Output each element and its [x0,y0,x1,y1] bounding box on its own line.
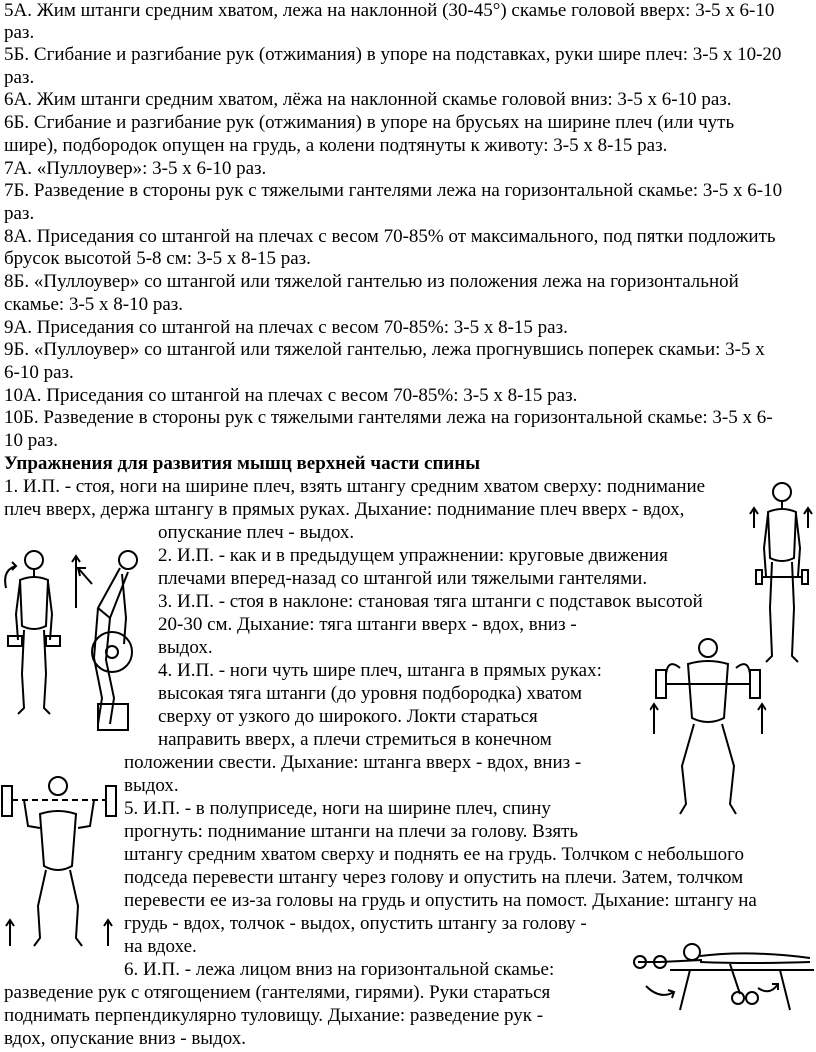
exercise-line: плеч вверх, держа штангу в прямых руках. Дыхание: поднимание плеч вверх - вдох, [4,499,685,520]
exercise-line: вдох, опускание вниз - выдох. [4,1028,247,1049]
prone-bench-fly-figure-icon [630,940,814,1020]
exercise-line: 4. И.П. - ноги чуть шире плеч, штанга в прямых руках: [158,660,602,681]
exercise-line: поднимать перпендикулярно туловищу. Дыхание: разведение рук - [4,1005,544,1026]
list-line: 6-10 раз. [4,362,74,383]
list-line: 7Б. Разведение в стороны рук с тяжелыми гантелями лежа на горизонтальной скамье: 3-5 х 6-10 [4,180,783,201]
exercise-line: штангу средним хватом сверху и поднять ее на грудь. Толчком с небольшого [124,844,744,865]
exercise-line: 1. И.П. - стоя, ноги на ширине плеч, взять штангу средним хватом сверху: поднимание [4,476,706,497]
list-line: раз. [4,203,35,224]
exercise-line: высокая тяга штанги (до уровня подбородка) хватом [158,683,583,704]
exercise-line: плечами вперед-назад со штангой или тяжелыми гантелями. [158,568,648,589]
exercise-line: выдох. [124,775,179,796]
list-line: 5Б. Сгибание и разгибание рук (отжимания) в упоре на подставках, руки шире плеч: 3-5 х 10-20 [4,44,782,65]
list-line: 10А. Приседания со штангой на плечах с весом 70-85%: 3-5 х 8-15 раз. [4,385,578,406]
exercise-line: подседа перевести штангу через голову и опустить на плечи. Затем, толчком [124,867,744,888]
exercise-line: 6. И.П. - лежа лицом вниз на горизонтальной скамье: [124,959,555,980]
list-line: раз. [4,22,35,43]
bent-over-deadlift-figure-icon [68,548,158,736]
list-line: брусок высотой 5-8 см: 3-5 х 8-15 раз. [4,248,311,269]
list-line: 8А. Приседания со штангой на плечах с весом 70-85% от максимального, под пятки подложить [4,226,776,247]
list-line: 9А. Приседания со штангой на плечах с весом 70-85%: 3-5 х 8-15 раз. [4,317,568,338]
list-line: раз. [4,67,35,88]
exercise-line: направить вверх, а плечи стремиться в конечном [158,729,552,750]
list-line: 7А. «Пуллоувер»: 3-5 х 6-10 раз. [4,158,267,179]
exercise-line: 3. И.П. - стоя в наклоне: становая тяга штанги с подставок высотой [158,591,703,612]
list-line: 8Б. «Пуллоувер» со штангой или тяжелой гантелью из положения лежа на горизонтальной [4,271,739,292]
exercise-line: положении свести. Дыхание: штанга вверх - вдох, вниз - [124,752,582,773]
exercise-line: прогнуть: поднимание штанги на плечи за голову. Взять [124,821,579,842]
exercise-line: грудь - вдох, толчок - выдох, опустить штангу за голову - [124,913,587,934]
exercise-line: опускание плеч - выдох. [158,522,355,543]
list-line: 5А. Жим штанги средним хватом, лежа на наклонной (30-45°) скамье головой вверх: 3-5 х 6-10 [4,0,775,21]
exercise-line: сверху от узкого до широкого. Локти стараться [158,706,538,727]
exercise-line: 20-30 см. Дыхание: тяга штанги вверх - вдох, вниз - [158,614,577,635]
dumbbell-circles-figure-icon [2,548,68,718]
exercise-line: 5. И.П. - в полуприседе, ноги на ширине плеч, спину [124,798,551,819]
overhead-press-figure-icon [0,770,118,952]
section-heading: Упражнения для развития мышц верхней части спины [4,453,481,474]
list-line: 10 раз. [4,430,58,451]
exercise-line: перевести ее из-за головы на грудь и опустить на помост. Дыхание: штангу на [124,890,757,911]
exercise-line: выдох. [158,637,213,658]
list-line: скамье: 3-5 х 8-10 раз. [4,294,184,315]
list-line: шире), подбородок опущен на грудь, а колени подтянуты к животу: 3-5 х 8-15 раз. [4,135,668,156]
upright-row-figure-icon [650,634,766,820]
list-line: 6Б. Сгибание и разгибание рук (отжимания) в упоре на брусьях на ширине плеч (или чуть [4,112,735,133]
list-line: 10Б. Разведение в стороны рук с тяжелыми гантелями лежа на горизонтальной скамье: 3-5 х 6- [4,407,773,428]
exercise-line: 2. И.П. - как и в предыдущем упражнении: круговые движения [158,545,668,566]
exercise-line: на вдохе. [124,936,197,957]
exercise-line: разведение рук с отягощением (гантелями, гирями). Руки стараться [4,982,551,1003]
list-line: 9Б. «Пуллоувер» со штангой или тяжелой гантелью, лежа прогнувшись поперек скамьи: 3-5 х [4,339,765,360]
list-line: 6А. Жим штанги средним хватом, лёжа на наклонной скамье головой вниз: 3-5 х 6-10 раз. [4,89,732,110]
